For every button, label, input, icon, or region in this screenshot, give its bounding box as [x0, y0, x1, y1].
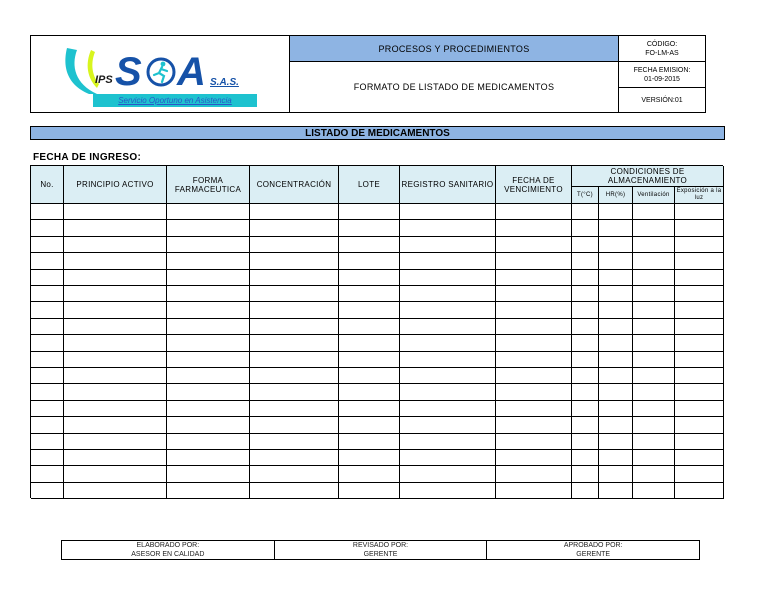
table-cell[interactable] [496, 286, 572, 302]
table-cell[interactable] [633, 466, 675, 482]
table-cell[interactable] [339, 319, 400, 335]
code-value: FO-LM-AS [645, 49, 679, 57]
table-cell[interactable] [572, 335, 599, 351]
table-cell[interactable] [599, 434, 633, 450]
table-cell[interactable] [572, 483, 599, 499]
fecha-ingreso-label: FECHA DE INGRESO: [33, 152, 142, 163]
table-cell[interactable] [496, 237, 572, 253]
table-cell[interactable] [167, 368, 250, 384]
table-cell[interactable] [250, 204, 339, 220]
table-cell[interactable] [496, 270, 572, 286]
table-cell[interactable] [339, 450, 400, 466]
table-cell[interactable] [64, 417, 167, 433]
table-cell[interactable] [339, 384, 400, 400]
table-cell[interactable] [400, 417, 496, 433]
table-cell[interactable] [633, 319, 675, 335]
logo-a-letter: A [177, 50, 206, 94]
col-header-temperatura: T(°C) [572, 187, 599, 204]
table-cell[interactable] [496, 335, 572, 351]
table-cell[interactable] [250, 466, 339, 482]
table-cell[interactable] [572, 434, 599, 450]
table-cell[interactable] [572, 417, 599, 433]
table-cell[interactable] [31, 434, 64, 450]
table-cell[interactable] [339, 335, 400, 351]
col-header-concentracion: CONCENTRACIÓN [250, 166, 339, 204]
table-cell[interactable] [31, 450, 64, 466]
table-cell[interactable] [675, 253, 724, 269]
table-cell[interactable] [339, 220, 400, 236]
table-cell[interactable] [675, 319, 724, 335]
table-cell[interactable] [400, 270, 496, 286]
table-cell[interactable] [599, 384, 633, 400]
table-cell[interactable] [400, 253, 496, 269]
table-cell[interactable] [250, 335, 339, 351]
table-cell[interactable] [496, 368, 572, 384]
table-cell[interactable] [64, 384, 167, 400]
table-cell[interactable] [572, 237, 599, 253]
table-cell[interactable] [400, 450, 496, 466]
table-cell[interactable] [31, 253, 64, 269]
table-cell[interactable] [599, 417, 633, 433]
table-cell[interactable] [599, 237, 633, 253]
table-cell[interactable] [675, 466, 724, 482]
table-cell[interactable] [496, 220, 572, 236]
table-cell[interactable] [633, 417, 675, 433]
company-logo [31, 36, 290, 112]
table-cell[interactable] [400, 434, 496, 450]
table-cell[interactable] [599, 401, 633, 417]
table-cell[interactable] [64, 237, 167, 253]
table-cell[interactable] [167, 286, 250, 302]
table-cell[interactable] [64, 466, 167, 482]
table-cell[interactable] [339, 204, 400, 220]
table-cell[interactable] [339, 417, 400, 433]
code-cell [619, 36, 705, 62]
table-cell[interactable] [167, 450, 250, 466]
table-cell[interactable] [633, 483, 675, 499]
emission-cell [619, 62, 705, 88]
table-cell[interactable] [339, 270, 400, 286]
table-cell[interactable] [250, 450, 339, 466]
col-header-no: No. [31, 166, 64, 204]
table-cell[interactable] [64, 286, 167, 302]
table-cell[interactable] [599, 466, 633, 482]
table-cell[interactable] [250, 237, 339, 253]
signature-aprobado [486, 541, 699, 559]
table-cell[interactable] [599, 319, 633, 335]
table-cell[interactable] [633, 352, 675, 368]
table-cell[interactable] [64, 401, 167, 417]
col-header-exposicion-luz: Exposición a la luz [675, 187, 724, 204]
table-cell[interactable] [400, 319, 496, 335]
table-cell[interactable] [599, 450, 633, 466]
table-cell[interactable] [572, 352, 599, 368]
table-cell[interactable] [496, 319, 572, 335]
table-cell[interactable] [64, 302, 167, 318]
emission-value: 01-09-2015 [644, 75, 680, 83]
table-cell[interactable] [250, 270, 339, 286]
table-cell[interactable] [400, 286, 496, 302]
table-cell[interactable] [633, 204, 675, 220]
table-cell[interactable] [400, 368, 496, 384]
table-cell[interactable] [633, 270, 675, 286]
table-cell[interactable] [400, 401, 496, 417]
table-cell[interactable] [572, 466, 599, 482]
table-cell[interactable] [31, 319, 64, 335]
table-cell[interactable] [496, 466, 572, 482]
table-cell[interactable] [496, 352, 572, 368]
table-cell[interactable] [599, 220, 633, 236]
col-header-fecha-vencimiento: FECHA DE VENCIMIENTO [496, 166, 572, 204]
process-title: PROCESOS Y PROCEDIMIENTOS [290, 36, 619, 62]
table-cell[interactable] [167, 204, 250, 220]
table-cell[interactable] [64, 352, 167, 368]
table-cell[interactable] [31, 335, 64, 351]
table-cell[interactable] [400, 384, 496, 400]
table-cell[interactable] [496, 401, 572, 417]
table-cell[interactable] [167, 220, 250, 236]
table-cell[interactable] [496, 384, 572, 400]
table-cell[interactable] [167, 417, 250, 433]
signature-role: GERENTE [363, 551, 398, 558]
table-cell[interactable] [675, 450, 724, 466]
table-cell[interactable] [496, 450, 572, 466]
table-cell[interactable] [599, 204, 633, 220]
table-cell[interactable] [167, 352, 250, 368]
table-cell[interactable] [167, 237, 250, 253]
table-cell[interactable] [31, 352, 64, 368]
table-cell[interactable] [675, 483, 724, 499]
table-cell[interactable] [675, 302, 724, 318]
table-cell[interactable] [167, 384, 250, 400]
table-cell[interactable] [496, 434, 572, 450]
table-cell[interactable] [167, 466, 250, 482]
table-cell[interactable] [633, 237, 675, 253]
table-cell[interactable] [31, 401, 64, 417]
table-cell[interactable] [633, 220, 675, 236]
table-cell[interactable] [400, 466, 496, 482]
table-cell[interactable] [167, 253, 250, 269]
logo-tagline: Servicio Oportuno en Asistencia [93, 94, 257, 107]
format-title: FORMATO DE LISTADO DE MEDICAMENTOS [290, 62, 619, 112]
logo-s-letter: S [115, 50, 142, 94]
table-cell[interactable] [64, 204, 167, 220]
table-cell[interactable] [572, 286, 599, 302]
table-cell[interactable] [250, 253, 339, 269]
table-cell[interactable] [31, 417, 64, 433]
col-header-lote: LOTE [339, 166, 400, 204]
table-cell[interactable] [250, 401, 339, 417]
table-cell[interactable] [572, 401, 599, 417]
table-cell[interactable] [167, 335, 250, 351]
signature-role: ASESOR EN CALIDAD [131, 551, 205, 558]
table-cell[interactable] [599, 483, 633, 499]
table-cell[interactable] [64, 434, 167, 450]
signature-revisado [274, 541, 487, 559]
table-cell[interactable] [339, 302, 400, 318]
table-cell[interactable] [633, 384, 675, 400]
table-cell[interactable] [339, 401, 400, 417]
table-cell[interactable] [31, 270, 64, 286]
table-cell[interactable] [496, 253, 572, 269]
signature-elaborado [62, 541, 274, 559]
table-cell[interactable] [250, 286, 339, 302]
table-cell[interactable] [400, 335, 496, 351]
table-cell[interactable] [599, 302, 633, 318]
table-cell[interactable] [31, 286, 64, 302]
table-cell[interactable] [572, 384, 599, 400]
table-cell[interactable] [31, 204, 64, 220]
table-cell[interactable] [675, 368, 724, 384]
table-cell[interactable] [250, 352, 339, 368]
signature-role: GERENTE [576, 551, 611, 558]
table-cell[interactable] [167, 434, 250, 450]
table-cell[interactable] [64, 253, 167, 269]
table-cell[interactable] [167, 401, 250, 417]
table-cell[interactable] [64, 368, 167, 384]
table-cell[interactable] [31, 237, 64, 253]
table-cell[interactable] [496, 483, 572, 499]
col-header-ventilacion: Ventilación [633, 187, 675, 204]
table-cell[interactable] [250, 319, 339, 335]
table-cell[interactable] [250, 384, 339, 400]
table-cell[interactable] [675, 237, 724, 253]
table-cell[interactable] [31, 220, 64, 236]
version-value: VERSIÓN:01 [641, 96, 683, 104]
medication-table [30, 165, 723, 498]
table-cell[interactable] [572, 204, 599, 220]
table-cell[interactable] [339, 483, 400, 499]
table-cell[interactable] [633, 401, 675, 417]
table-cell[interactable] [572, 319, 599, 335]
table-cell[interactable] [633, 368, 675, 384]
col-header-condiciones-almacenamiento: CONDICIONES DE ALMACENAMIENTO [572, 166, 724, 187]
table-cell[interactable] [31, 466, 64, 482]
table-cell[interactable] [400, 204, 496, 220]
table-cell[interactable] [675, 434, 724, 450]
table-cell[interactable] [167, 319, 250, 335]
table-cell[interactable] [64, 335, 167, 351]
table-cell[interactable] [675, 335, 724, 351]
table-cell[interactable] [633, 302, 675, 318]
table-cell[interactable] [572, 302, 599, 318]
signature-label: APROBADO POR: [563, 542, 623, 549]
table-cell[interactable] [599, 270, 633, 286]
table-cell[interactable] [31, 483, 64, 499]
table-cell[interactable] [250, 417, 339, 433]
table-cell[interactable] [167, 270, 250, 286]
table-cell[interactable] [675, 270, 724, 286]
table-cell[interactable] [339, 237, 400, 253]
table-cell[interactable] [572, 450, 599, 466]
table-cell[interactable] [339, 286, 400, 302]
logo-ips-text: IPS [95, 74, 113, 86]
table-cell[interactable] [64, 270, 167, 286]
table-cell[interactable] [31, 368, 64, 384]
code-label: CÓDIGO: [646, 40, 678, 48]
table-cell[interactable] [675, 286, 724, 302]
table-cell[interactable] [675, 204, 724, 220]
table-cell[interactable] [675, 384, 724, 400]
table-cell[interactable] [250, 302, 339, 318]
table-cell[interactable] [339, 434, 400, 450]
table-cell[interactable] [572, 270, 599, 286]
table-cell[interactable] [339, 253, 400, 269]
table-cell[interactable] [496, 302, 572, 318]
table-cell[interactable] [400, 483, 496, 499]
col-header-principio-activo: PRINCIPIO ACTIVO [64, 166, 167, 204]
col-header-humedad: HR(%) [599, 187, 633, 204]
col-header-forma-farmaceutica: FORMA FARMACEUTICA [167, 166, 250, 204]
table-cell[interactable] [633, 335, 675, 351]
table-cell[interactable] [250, 368, 339, 384]
table-cell[interactable] [167, 483, 250, 499]
col-header-registro-sanitario: REGISTRO SANITARIO [400, 166, 496, 204]
table-cell[interactable] [599, 352, 633, 368]
table-cell[interactable] [675, 220, 724, 236]
table-cell[interactable] [572, 368, 599, 384]
signature-label: ELABORADO POR: [136, 542, 200, 549]
table-cell[interactable] [675, 401, 724, 417]
logo-runner-icon [145, 56, 177, 88]
table-cell[interactable] [339, 466, 400, 482]
section-title: LISTADO DE MEDICAMENTOS [30, 126, 725, 140]
table-cell[interactable] [675, 417, 724, 433]
table-cell[interactable] [496, 204, 572, 220]
document-meta [619, 36, 705, 112]
table-cell[interactable] [339, 352, 400, 368]
table-cell[interactable] [31, 302, 64, 318]
table-cell[interactable] [572, 220, 599, 236]
table-cell[interactable] [400, 237, 496, 253]
table-cell[interactable] [167, 302, 250, 318]
table-cell[interactable] [250, 483, 339, 499]
table-cell[interactable] [64, 319, 167, 335]
table-cell[interactable] [675, 352, 724, 368]
table-cell[interactable] [400, 302, 496, 318]
emission-label: FECHA EMISION: [633, 66, 691, 74]
signature-label: REVISADO POR: [352, 542, 409, 549]
table-cell[interactable] [339, 368, 400, 384]
table-cell[interactable] [633, 450, 675, 466]
table-cell[interactable] [599, 253, 633, 269]
table-cell[interactable] [633, 253, 675, 269]
table-cell[interactable] [64, 450, 167, 466]
table-cell[interactable] [633, 434, 675, 450]
logo-sas-text: S.A.S. [210, 77, 239, 88]
table-cell[interactable] [64, 483, 167, 499]
table-cell[interactable] [250, 434, 339, 450]
table-cell[interactable] [400, 220, 496, 236]
document-header [30, 35, 706, 113]
table-cell[interactable] [599, 286, 633, 302]
table-cell[interactable] [496, 417, 572, 433]
signature-block [61, 540, 700, 560]
table-cell[interactable] [599, 335, 633, 351]
table-cell[interactable] [572, 253, 599, 269]
table-cell[interactable] [64, 220, 167, 236]
table-cell[interactable] [400, 352, 496, 368]
table-cell[interactable] [31, 384, 64, 400]
table-cell[interactable] [633, 286, 675, 302]
table-cell[interactable] [250, 220, 339, 236]
table-cell[interactable] [599, 368, 633, 384]
version-cell [619, 88, 705, 112]
